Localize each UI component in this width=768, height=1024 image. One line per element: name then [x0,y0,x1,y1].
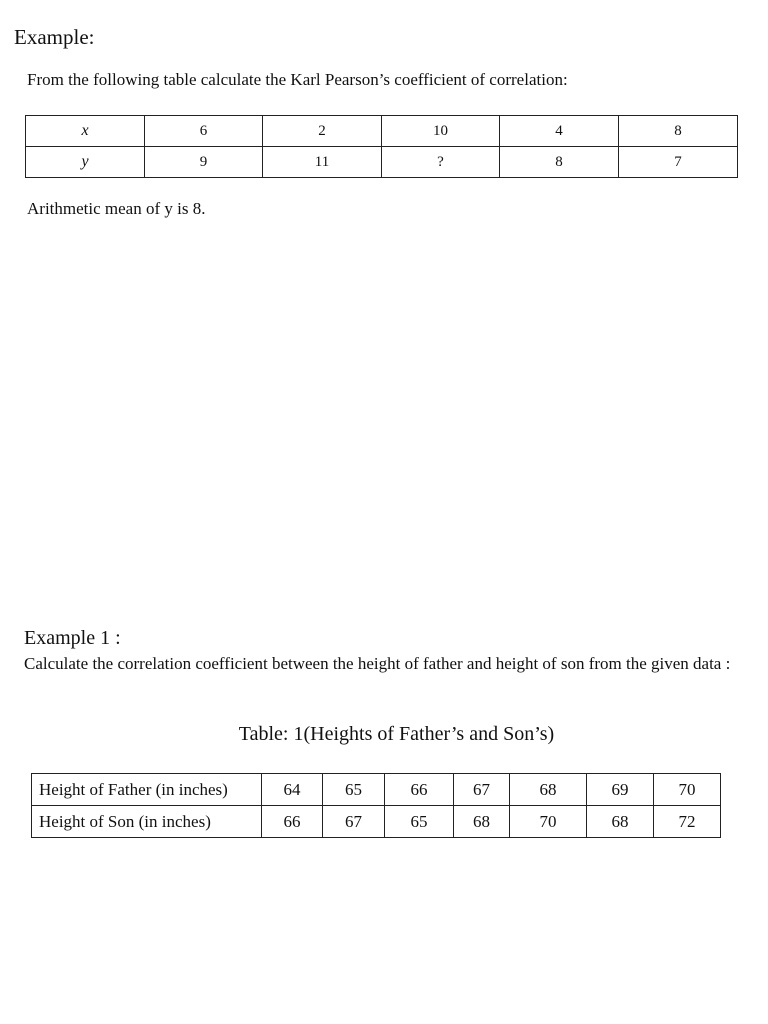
table-cell: 64 [262,774,323,806]
table-cell: 6 [145,116,263,147]
table-cell: 66 [385,774,454,806]
table-row-x [26,116,738,147]
table-cell: 8 [619,116,738,147]
table-cell: 68 [510,774,587,806]
table-cell: 67 [323,806,385,838]
example1-heading: Example 1 : [24,627,121,649]
mean-note: Arithmetic mean of y is 8. [27,199,206,218]
xy-data-table [25,115,738,178]
table-cell: 69 [587,774,654,806]
table-cell: 65 [323,774,385,806]
heights-data-table [31,773,721,838]
table-cell: 70 [510,806,587,838]
table-caption: Table: 1(Heights of Father’s and Son’s) [238,723,555,745]
table-cell: 2 [263,116,382,147]
table-cell: 11 [263,147,382,178]
table-cell: 70 [654,774,721,806]
table-cell: 10 [382,116,500,147]
table-row-son [32,806,721,838]
example-heading: Example: [14,25,95,49]
table-row-father [32,774,721,806]
row-label-father: Height of Father (in inches) [32,774,262,806]
table-cell: 7 [619,147,738,178]
row-label-son: Height of Son (in inches) [32,806,262,838]
table-cell: 8 [500,147,619,178]
table-cell: 68 [587,806,654,838]
table-cell: ? [382,147,500,178]
table-cell: 4 [500,116,619,147]
table-cell: 72 [654,806,721,838]
example-question-text: From the following table calculate the Karl Pearson’s coefficient of correlation: [27,70,568,89]
table-cell: 68 [454,806,510,838]
table-row-y [26,147,738,178]
table-cell: 65 [385,806,454,838]
table-cell: 9 [145,147,263,178]
row-label-y: y [26,147,145,178]
row-label-x: x [26,116,145,147]
table-cell: 67 [454,774,510,806]
table-cell: 66 [262,806,323,838]
example1-question-text: Calculate the correlation coefficient between the height of father and height of son from the given data : [24,654,731,673]
